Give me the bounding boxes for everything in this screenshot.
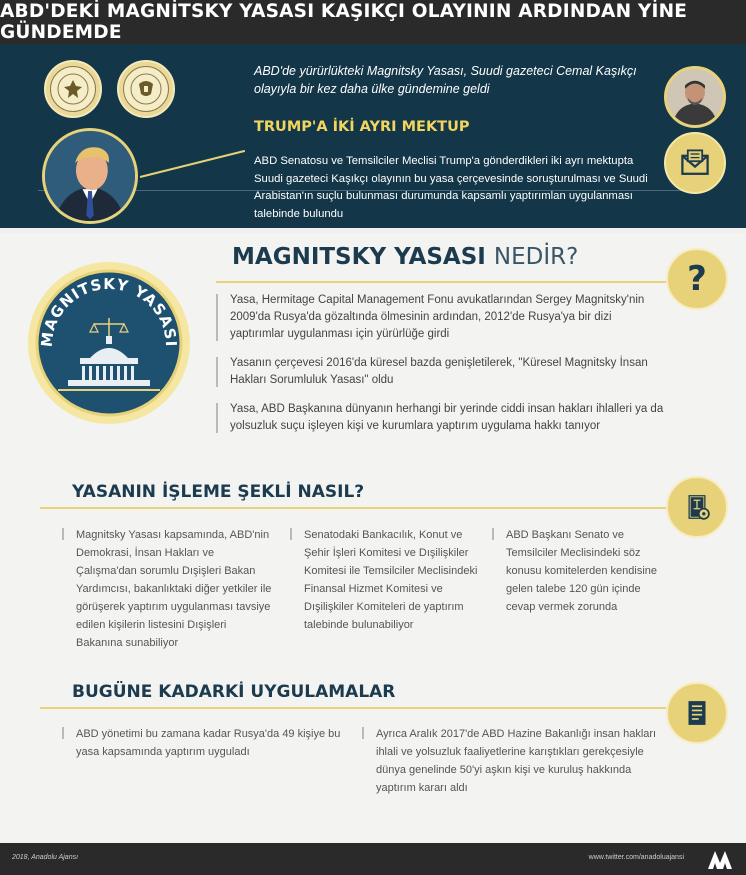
khashoggi-portrait [664,66,726,128]
magnitsky-emblem [28,262,190,424]
section-underline [216,281,666,283]
house-seal-icon [117,60,175,118]
how-column-3: ABD Başkanı Senato ve Temsilciler Meclisindeki söz konusu komitelerden kendisine gelen talebe 120 gün içinde cevap vermek zorunda [492,526,672,616]
section-underline [40,507,666,509]
svg-text:MAGNITSKY YASASI: MAGNITSKY YASASI [37,274,181,348]
question-icon: ? [666,248,728,310]
anadolu-logo-icon [706,847,734,871]
trump-letter-heading: TRUMP'A İKİ AYRI MEKTUP [254,119,470,135]
list-item: Yasa, ABD Başkanına dünyanın herhangi bir yerinde ciddi insan hakları ihlalleri ya da yolsuzluk suçu işleyen kişi ve kurumlara yaptırım uygulama hakkı tanıyor [216,401,666,435]
list-item: Yasa, Hermitage Capital Management Fonu avukatlarından Sergey Magnitsky'nin 2009'da Rusya'da gözaltında ölmesinin ardından, 2012'de Rusya'ya bir dizi yaptırımlar uygulanması için yürürlüğe girdi [216,292,666,343]
title-bar [0,0,746,44]
law-book-icon [666,476,728,538]
senate-seal-icon [44,60,102,118]
section-title-what-light: NEDİR? [493,244,579,270]
footer [0,843,746,875]
intro-text: ABD'de yürürlükteki Magnitsky Yasası, Suudi gazeteci Cemal Kaşıkçı olayıyla bir kez daha ülke gündemine geldi [254,64,637,96]
section-title-applications: BUGÜNE KADARKİ UYGULAMALAR [72,682,396,702]
section-title-what [232,244,578,270]
letter-icon [664,132,726,194]
what-bullet-list [216,292,666,447]
how-column-2: Senatodaki Bankacılık, Konut ve Şehir İşleri Komitesi ve Dışilişkiler Komitesi ile Temsilciler Meclisindeki Finansal Hizmet Komitesi ve Dışilişkiler Komiteleri de yaptırım talebinde bulunabiliyor [290,526,480,634]
applications-column-1: ABD yönetimi bu zamana kadar Rusya'da 49 kişiye bu yasa kapsamında yaptırım uyguladı [62,725,342,761]
section-title-what-bold: MAGNITSKY YASASI [232,244,486,270]
how-column-1: Magnitsky Yasası kapsamında, ABD'nin Demokrasi, İnsan Hakları ve Çalışma'dan sorumlu Dışişleri Bakan Yardımcısı, bakanlıktaki diğer yetkiler ile görüşerek yaptırım uygulanması tavsiye edilen kişilerin listesini Dışişleri Bakanına sunabiliyor [62,526,274,652]
list-item: Yasanın çerçevesi 2016'da küresel bazda genişletilerek, "Küresel Magnitsky İnsan Hakları Sorumluluk Yasası" oldu [216,355,666,389]
applications-column-2: Ayrıca Aralık 2017'de ABD Hazine Bakanlığı insan hakları ihlali ve yolsuzluk faaliyetlerine karıştıkları gerekçesiyle dünya genelinde 50'yi aşkın kişi ve kuruluş hakkında yaptırım kararı aldı [362,725,662,797]
copyright-text: 2018, Anadolu Ajansı [12,854,79,861]
section-title-how: YASANIN İŞLEME ŞEKLİ NASIL? [72,482,365,502]
document-icon [666,682,728,744]
page-title: ABD'DEKİ MAGNİTSKY YASASI KAŞIKÇI OLAYININ ARDINDAN YİNE GÜNDEMDE [0,1,688,43]
section-underline [40,707,666,709]
trump-letter-text: ABD Senatosu ve Temsilciler Meclisi Trump'a gönderdikleri iki ayrı mektupta Suudi gazeteci Kaşıkçı olayının bu yasa çerçevesinde soruşturulması ve Suudi Arabistan'ın suçlu bulunması durumunda kapsamlı yaptırımlan uygulanması talebinde bulundu [254,155,648,220]
trump-portrait [42,128,138,224]
twitter-link[interactable]: www.twitter.com/anadoluajansi [588,854,684,861]
